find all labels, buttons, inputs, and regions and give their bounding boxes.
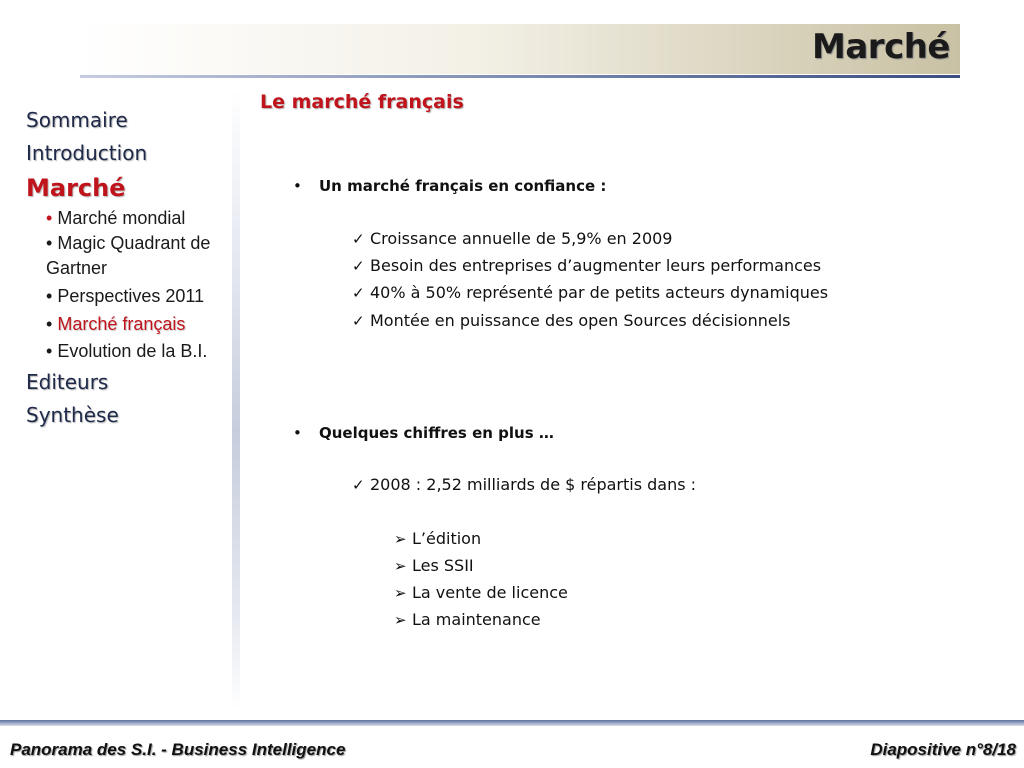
- nav-subitem-marche-francais[interactable]: [46, 312, 246, 337]
- footer-presentation-title: Panorama des S.I. - Business Intelligence: [10, 740, 346, 759]
- check-item: [352, 311, 790, 330]
- nav-item-marche[interactable]: Marché: [26, 174, 126, 202]
- nav-subitem-magic-quadrant[interactable]: [46, 231, 246, 281]
- bullet-marker: •: [293, 424, 302, 442]
- arrow-item: [394, 529, 481, 548]
- nav-subitem-perspectives[interactable]: [46, 284, 246, 309]
- check-item: [352, 256, 821, 275]
- check-item-text: 2008 : 2,52 milliards de $ répartis dans :: [370, 475, 697, 494]
- title-underline: [80, 75, 960, 78]
- arrow-item: [394, 583, 568, 602]
- check-item: [352, 283, 828, 302]
- check-item-text: Montée en puissance des open Sources décisionnels: [370, 311, 791, 330]
- checkmark-icon: ✓: [352, 312, 365, 330]
- arrow-item: [394, 610, 541, 629]
- nav-subitem-label: Evolution de la B.I.: [57, 341, 208, 361]
- arrow-item-text: La vente de licence: [412, 583, 568, 602]
- bullet-heading: [293, 424, 554, 442]
- check-item-text: 40% à 50% représenté par de petits acteurs dynamiques: [370, 283, 829, 302]
- check-item: [352, 475, 696, 494]
- nav-item-editeurs[interactable]: Editeurs: [26, 370, 109, 394]
- bullet-heading-text: Quelques chiffres en plus …: [319, 424, 554, 442]
- bullet-marker: •: [46, 233, 53, 253]
- check-item: [352, 229, 672, 248]
- bullet-marker: •: [293, 177, 302, 195]
- bullet-marker: •: [46, 208, 53, 228]
- sidebar-nav: [26, 104, 236, 432]
- nav-subitem-label: Marché mondial: [57, 208, 186, 228]
- checkmark-icon: ✓: [352, 257, 365, 275]
- arrow-icon: ➢: [394, 530, 407, 548]
- checkmark-icon: ✓: [352, 476, 365, 494]
- nav-item-introduction[interactable]: Introduction: [26, 141, 148, 165]
- arrow-icon: ➢: [394, 557, 407, 575]
- check-item-text: Croissance annuelle de 5,9% en 2009: [370, 229, 673, 248]
- check-item-text: Besoin des entreprises d’augmenter leurs performances: [370, 256, 822, 275]
- footer-slide-number: Diapositive n°8/18: [870, 740, 1016, 759]
- bullet-heading: [293, 177, 606, 195]
- nav-item-sommaire[interactable]: Sommaire: [26, 108, 128, 132]
- arrow-icon: ➢: [394, 611, 407, 629]
- bullet-heading-text: Un marché français en confiance :: [319, 177, 607, 195]
- nav-subitem-label: Perspectives 2011: [57, 286, 205, 306]
- arrow-item-text: La maintenance: [412, 610, 541, 629]
- nav-item-synthese[interactable]: Synthèse: [26, 403, 119, 427]
- checkmark-icon: ✓: [352, 284, 365, 302]
- arrow-item-text: L’édition: [412, 529, 482, 548]
- bullet-marker: •: [46, 341, 53, 361]
- bullet-marker: •: [46, 314, 53, 334]
- section-title: Le marché français: [260, 91, 464, 113]
- bullet-marker: •: [46, 286, 53, 306]
- arrow-item-text: Les SSII: [412, 556, 474, 575]
- nav-subitem-marche-mondial[interactable]: [46, 206, 246, 231]
- slide-title: Marché: [812, 27, 950, 67]
- nav-subitem-evolution[interactable]: [46, 339, 246, 364]
- footer-divider: [0, 720, 1024, 726]
- arrow-item: [394, 556, 474, 575]
- checkmark-icon: ✓: [352, 230, 365, 248]
- nav-subitem-label: Marché français: [57, 314, 186, 334]
- nav-subitem-label: Magic Quadrant de Gartner: [46, 233, 211, 278]
- arrow-icon: ➢: [394, 584, 407, 602]
